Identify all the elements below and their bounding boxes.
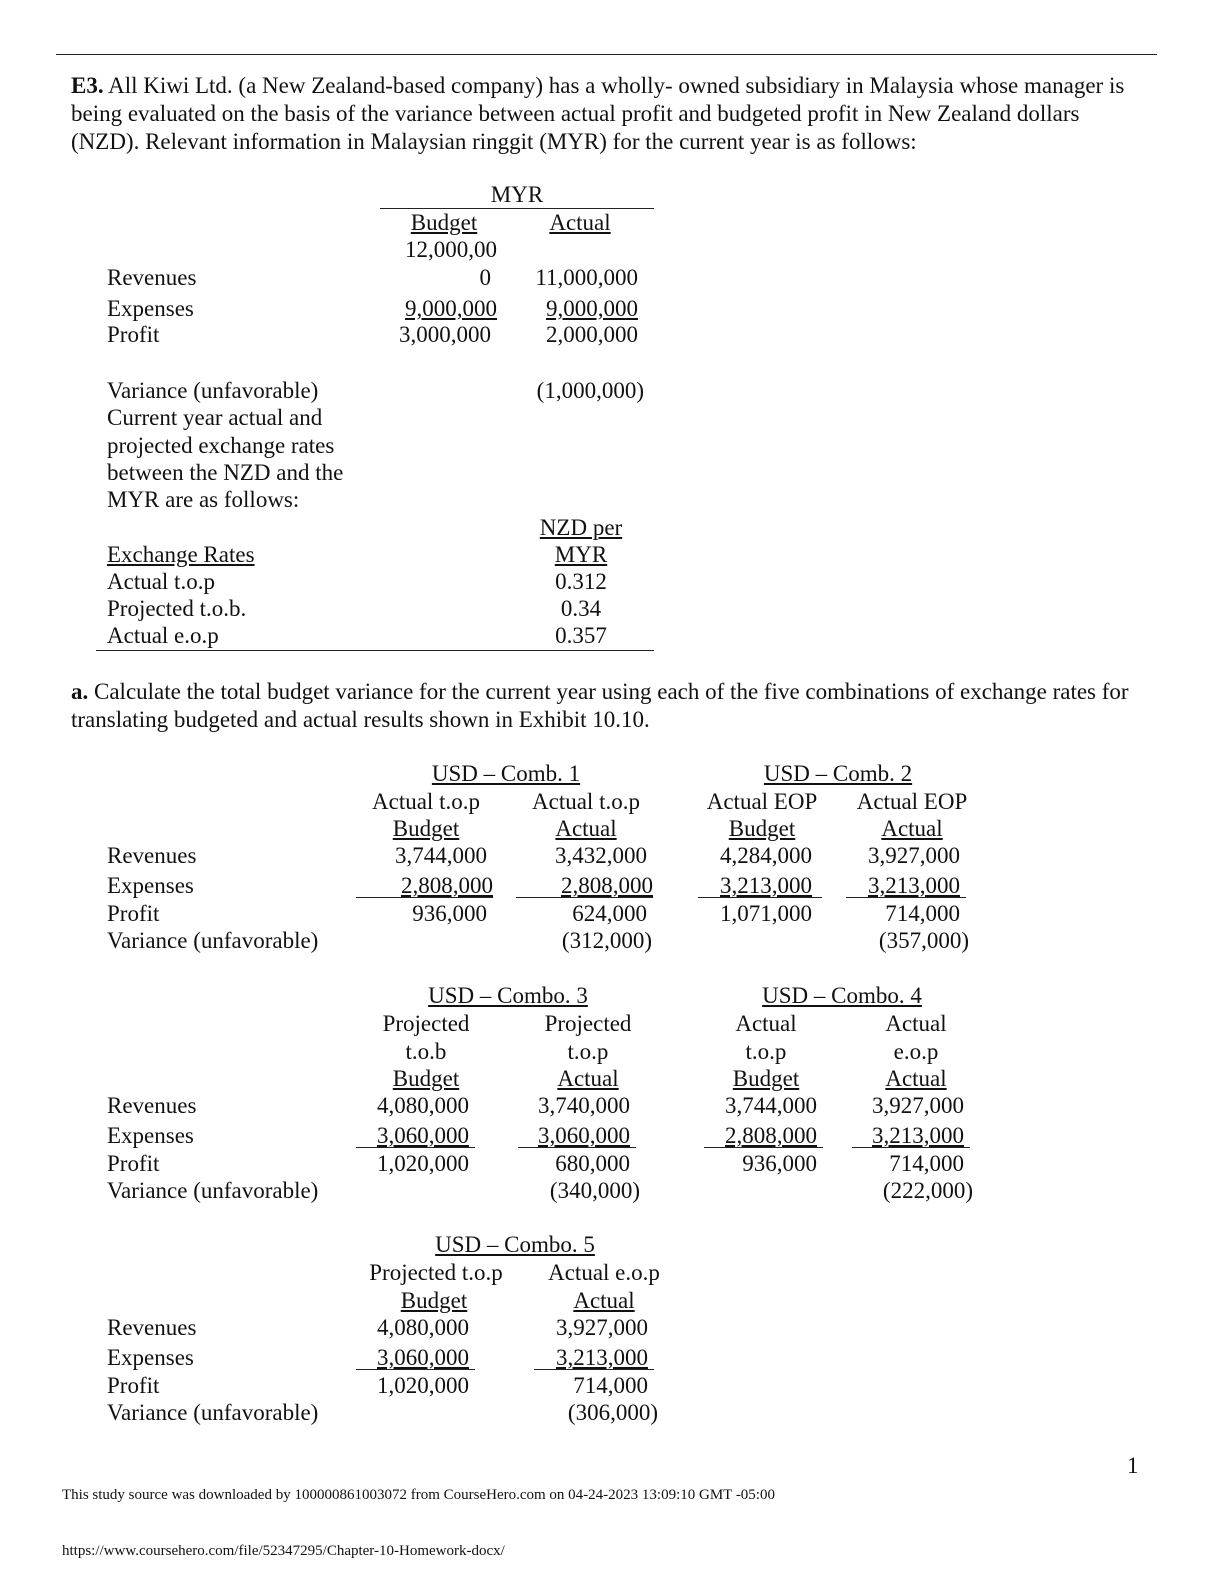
combo-1-actual-profit: 624,000 (572, 901, 647, 926)
combo-5-budget-expenses: 3,060,000 (377, 1345, 469, 1370)
combo-1-actual-revenue: 3,432,000 (555, 843, 647, 868)
row-variance: Variance (unfavorable) (107, 928, 319, 953)
combo-4-actual-revenue: 3,927,000 (872, 1093, 964, 1118)
combo-1-variance: (312,000) (561, 928, 652, 953)
rates-col-header-line1: NZD per (539, 515, 623, 540)
combo-1-budget-rate: Actual t.o.p (372, 789, 480, 814)
part-a-paragraph (71, 678, 1151, 734)
combo-2-budget-expenses: 3,213,000 (720, 873, 812, 898)
combo-4-budget-head: Budget (732, 1066, 800, 1091)
combo-3-budget-head: Budget (392, 1066, 460, 1091)
rates-header: Exchange Rates (107, 542, 255, 567)
combo-4-budget-rate-line1: Actual (735, 1011, 797, 1036)
combo-5-budget-revenue: 4,080,000 (377, 1315, 469, 1340)
combo-1-budget-revenue: 3,744,000 (395, 843, 487, 868)
rates-col-header-line2: MYR (554, 542, 608, 567)
myr-budget-profit: 3,000,000 (399, 322, 491, 347)
combo-5-actual-head: Actual (573, 1288, 635, 1313)
row-variance: Variance (unfavorable) (107, 1400, 319, 1425)
combo-2-actual-rate: Actual EOP (856, 789, 968, 814)
rates-intro-line: projected exchange rates (107, 433, 335, 458)
rate-value: 0.34 (560, 596, 602, 621)
combo-4-budget-rate-line2: t.o.p (745, 1039, 787, 1064)
combo-3-actual-profit: 680,000 (555, 1151, 630, 1176)
combo-2-actual-revenue: 3,927,000 (868, 843, 960, 868)
combo-4-budget-rule (704, 1147, 823, 1148)
combo-5-budget-rule (356, 1369, 475, 1370)
row-revenues: Revenues (107, 843, 197, 868)
rates-intro-line: MYR are as follows: (107, 487, 300, 512)
combo-5-budget-rate: Projected t.o.p (369, 1260, 503, 1285)
combo-2-actual-expenses: 3,213,000 (868, 873, 960, 898)
top-rule (56, 54, 1157, 55)
combo-3-budget-expenses: 3,060,000 (377, 1123, 469, 1148)
combo-5-actual-revenue: 3,927,000 (556, 1315, 648, 1340)
combo-4-actual-rule (852, 1147, 970, 1148)
combo-2-actual-profit: 714,000 (885, 901, 960, 926)
combo-1-budget-expenses: 2,808,000 (401, 873, 493, 898)
rates-intro-line: Current year actual and (107, 405, 323, 430)
combo-4-actual-expenses: 3,213,000 (872, 1123, 964, 1148)
myr-row-variance: Variance (unfavorable) (107, 378, 319, 403)
combo-3-budget-rate-line1: Projected (382, 1011, 470, 1036)
combo-4-budget-revenue: 3,744,000 (725, 1093, 817, 1118)
combo-5-budget-head: Budget (400, 1288, 468, 1313)
row-variance: Variance (unfavorable) (107, 1178, 319, 1203)
row-revenues: Revenues (107, 1315, 197, 1340)
combo-5-budget-profit: 1,020,000 (377, 1373, 469, 1398)
rates-bottom-rule (96, 650, 654, 651)
myr-actual-expenses: 9,000,000 (546, 296, 638, 321)
row-expenses: Expenses (107, 873, 194, 898)
combo-2-budget-rule (698, 897, 822, 898)
combo-5-variance: (306,000) (567, 1400, 658, 1425)
intro-text: All Kiwi Ltd. (a New Zealand-based company) has a wholly- owned subsidiary in Malaysia whose manager is being evaluated on the basis of the variance between actual profit and budgeted profit in New Zealand dollars (NZD). Relevant information in Malaysian ringgit (MYR) for the current year is as follows: (71, 73, 1125, 154)
combo-5-title: USD – Combo. 5 (435, 1232, 595, 1257)
combo-3-budget-profit: 1,020,000 (377, 1151, 469, 1176)
myr-currency-header: MYR (490, 182, 544, 207)
part-a-label: a. (71, 679, 89, 704)
combo-5-actual-rule (534, 1369, 654, 1370)
row-expenses: Expenses (107, 1345, 194, 1370)
rate-value: 0.312 (555, 569, 607, 594)
combo-1-actual-rate: Actual t.o.p (532, 789, 640, 814)
combo-3-budget-revenue: 4,080,000 (377, 1093, 469, 1118)
combo-2-budget-rate: Actual EOP (706, 789, 818, 814)
combo-1-actual-rule (516, 897, 653, 898)
combo-1-budget-profit: 936,000 (412, 901, 487, 926)
combo-4-actual-rate-line2: e.o.p (893, 1039, 939, 1064)
myr-actual-revenue: 11,000,000 (535, 265, 638, 290)
combo-1-actual-head: Actual (555, 816, 617, 841)
combo-2-budget-revenue: 4,284,000 (720, 843, 812, 868)
myr-budget-expenses: 9,000,000 (405, 296, 497, 321)
myr-budget-revenue-line2: 0 (479, 265, 491, 290)
combo-4-variance: (222,000) (882, 1178, 973, 1203)
combo-2-actual-head: Actual (881, 816, 943, 841)
combo-4-budget-expenses: 2,808,000 (725, 1123, 817, 1148)
question-label: E3. (71, 73, 104, 98)
combo-3-actual-expenses: 3,060,000 (538, 1123, 630, 1148)
combo-1-budget-head: Budget (392, 816, 460, 841)
rate-label: Actual t.o.p (107, 569, 215, 594)
combo-2-budget-head: Budget (728, 816, 796, 841)
myr-row-profit: Profit (107, 322, 160, 347)
combo-2-title: USD – Comb. 2 (763, 761, 913, 786)
combo-4-actual-profit: 714,000 (889, 1151, 964, 1176)
row-profit: Profit (107, 1373, 160, 1398)
row-profit: Profit (107, 1151, 160, 1176)
combo-4-title: USD – Combo. 4 (762, 983, 922, 1008)
combo-3-actual-rate-line1: Projected (544, 1011, 632, 1036)
myr-row-revenues: Revenues (107, 265, 197, 290)
combo-1-budget-rule (356, 897, 493, 898)
rates-intro-line: between the NZD and the (107, 460, 344, 485)
myr-col-budget: Budget (410, 210, 478, 235)
combo-3-actual-head: Actual (557, 1066, 619, 1091)
combo-4-budget-profit: 936,000 (742, 1151, 817, 1176)
combo-4-actual-head: Actual (885, 1066, 947, 1091)
page-number: 1 (1127, 1453, 1139, 1478)
combo-5-actual-rate: Actual e.o.p (548, 1260, 660, 1285)
myr-row-expenses: Expenses (107, 296, 194, 321)
combo-3-actual-rate-line2: t.o.p (567, 1039, 609, 1064)
combo-2-budget-profit: 1,071,000 (720, 901, 812, 926)
rate-label: Actual e.o.p (107, 623, 219, 648)
combo-3-actual-revenue: 3,740,000 (538, 1093, 630, 1118)
myr-budget-revenue-line1: 12,000,00 (405, 237, 497, 262)
combo-1-title: USD – Comb. 1 (431, 761, 581, 786)
combo-3-variance: (340,000) (549, 1178, 640, 1203)
myr-actual-profit: 2,000,000 (546, 322, 638, 347)
row-profit: Profit (107, 901, 160, 926)
combo-2-variance: (357,000) (878, 928, 969, 953)
rate-label: Projected t.o.b. (107, 596, 247, 621)
rate-value: 0.357 (555, 623, 607, 648)
row-revenues: Revenues (107, 1093, 197, 1118)
combo-1-actual-expenses: 2,808,000 (561, 873, 653, 898)
combo-5-actual-expenses: 3,213,000 (556, 1345, 648, 1370)
combo-2-actual-rule (846, 897, 966, 898)
combo-5-actual-profit: 714,000 (573, 1373, 648, 1398)
myr-col-actual: Actual (549, 210, 611, 235)
footer-source: This study source was downloaded by 100000861003072 from CourseHero.com on 04-24-2023 13:09:10 GMT -05:00 (62, 1487, 775, 1503)
combo-3-budget-rule (356, 1147, 475, 1148)
part-a-text: Calculate the total budget variance for the current year using each of the five combinations of exchange rates for translating budgeted and actual results shown in Exhibit 10.10. (71, 679, 1129, 732)
combo-4-actual-rate-line1: Actual (885, 1011, 947, 1036)
combo-3-budget-rate-line2: t.o.b (405, 1039, 447, 1064)
intro-paragraph (71, 72, 1151, 156)
footer-url[interactable]: https://www.coursehero.com/file/52347295/Chapter-10-Homework-docx/ (62, 1543, 505, 1559)
row-expenses: Expenses (107, 1123, 194, 1148)
myr-variance: (1,000,000) (536, 378, 644, 403)
combo-3-actual-rule (518, 1147, 636, 1148)
combo-3-title: USD – Combo. 3 (428, 983, 588, 1008)
